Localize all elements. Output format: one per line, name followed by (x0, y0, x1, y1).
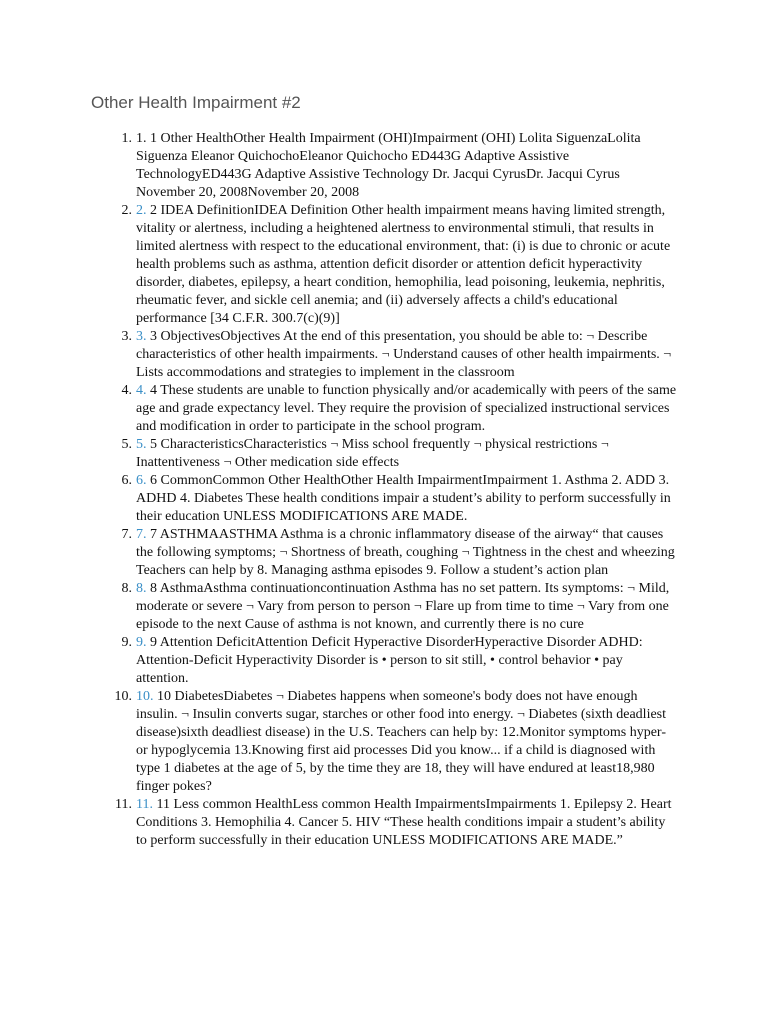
item-number: 3. (121, 329, 132, 344)
list-item (106, 580, 678, 634)
slide-link[interactable]: 2. (136, 203, 147, 218)
slide-link[interactable]: 9. (136, 635, 147, 650)
item-number: 2. (121, 203, 132, 218)
slide-link[interactable]: 4. (136, 383, 147, 398)
slide-text: 2 IDEA DefinitionIDEA Definition Other health impairment means having limited strength, vitality or alertness, including a heightened alertness to environmental stimuli, that results in limited alertness with respect to the educational environment, that: (i) is due to chronic or acute health problems such as asthma, attention deficit disorder or attention deficit hyperactivity disorder, diabetes, epilepsy, a heart condition, hemophilia, lead poisoning, leukemia, nephritis, rheumatic fever, and sickle cell anemia; and (ii) adversely affects a child's educational performance [34 C.F.R. 300.7(c)(9)] (136, 203, 671, 326)
item-number: 7. (121, 527, 132, 542)
item-number: 5. (121, 437, 132, 452)
item-number: 1. (121, 131, 132, 146)
item-number: 11. (115, 797, 132, 812)
slide-link[interactable]: 7. (136, 527, 147, 542)
list-item (106, 382, 678, 436)
slide-link[interactable]: 3. (136, 329, 147, 344)
slide-text: 7 ASTHMAASTHMA Asthma is a chronic inflammatory disease of the airway“ that causes the following symptoms; ¬ Shortness of breath, coughing ¬ Tightness in the chest and wheezing Teachers can help by 8. Managing asthma episodes 9. Follow a student’s action plan (136, 527, 675, 578)
slide-text: 10 DiabetesDiabetes ¬ Diabetes happens when someone's body does not have enough insulin. ¬ Insulin converts sugar, starches or other food into energy. ¬ Diabetes (sixth deadliest disease)sixth deadliest disease) in the U.S. Teachers can help by: 12.Monitor symptoms hyper- or hypoglycemia 13.Knowing first aid processes Did you know... if a child is diagnosed with type 1 diabetes at the age of 5, by the time they are 18, they will have endured at least18,980 finger pokes? (136, 689, 667, 794)
document-title: Other Health Impairment #2 (91, 93, 301, 112)
list-item (106, 796, 678, 850)
slide-text: 4 These students are unable to function physically and/or academically with peers of the same age and grade expectancy level. They require the provision of specialized instructional services and modification in order to participate in the school program. (136, 383, 677, 434)
item-number: 10. (114, 689, 132, 704)
slide-link[interactable]: 6. (136, 473, 147, 488)
slide-text: 11 Less common HealthLess common Health ImpairmentsImpairments 1. Epilepsy 2. Heart Conditions 3. Hemophilia 4. Cancer 5. HIV “These health conditions impair a student’s ability to perform successfully in their education UNLESS MODIFICATIONS ARE MADE.” (136, 797, 672, 848)
slide-text: 5 CharacteristicsCharacteristics ¬ Miss school frequently ¬ physical restrictions ¬ Inattentiveness ¬ Other medication side effects (136, 437, 609, 470)
list-item (106, 472, 678, 526)
item-number: 9. (121, 635, 132, 650)
slide-link[interactable]: 5. (136, 437, 147, 452)
list-item (106, 328, 678, 382)
list-item (106, 130, 678, 202)
item-number: 6. (121, 473, 132, 488)
list-item (106, 688, 678, 796)
item-number: 4. (121, 383, 132, 398)
slide-text: 3 ObjectivesObjectives At the end of this presentation, you should be able to: ¬ Describe characteristics of other health impairments. ¬ Understand causes of other health impairments. ¬ Lists accommodations and strategies to implement in the classroom (136, 329, 672, 380)
slide-link[interactable]: 11. (136, 797, 153, 812)
list-item (106, 526, 678, 580)
slide-text: 9 Attention DeficitAttention Deficit Hyperactive DisorderHyperactive Disorder ADHD: Attention-Deficit Hyperactivity Disorder is • person to sit still, • control behavior • pay attention. (136, 635, 643, 686)
slide-text: 6 CommonCommon Other HealthOther Health ImpairmentImpairment 1. Asthma 2. ADD 3. ADHD 4. Diabetes These health conditions impair a student’s ability to perform successfully in their education UNLESS MODIFICATIONS ARE MADE. (136, 473, 671, 524)
item-number: 8. (121, 581, 132, 596)
slide-link[interactable]: 8. (136, 581, 147, 596)
list-item (106, 202, 678, 328)
list-item (106, 436, 678, 472)
slide-ref: 1. (136, 131, 147, 146)
slide-text: 8 AsthmaAsthma continuationcontinuation Asthma has no set pattern. Its symptoms: ¬ Mild, moderate or severe ¬ Vary from person to person ¬ Flare up from time to time ¬ Vary from one episode to the next Cause of asthma is not known, and currently there is no cure (136, 581, 670, 632)
list-item (106, 634, 678, 688)
slide-link[interactable]: 10. (136, 689, 154, 704)
slide-text: 1 Other HealthOther Health Impairment (OHI)Impairment (OHI) Lolita SiguenzaLolita Siguenza Eleanor QuichochoEleanor Quichocho ED443G Adaptive Assistive TechnologyED443G Adaptive Assistive Technology Dr. Jacqui CyrusDr. Jacqui Cyrus November 20, 2008November 20, 2008 (136, 131, 641, 200)
slide-list (106, 130, 678, 850)
